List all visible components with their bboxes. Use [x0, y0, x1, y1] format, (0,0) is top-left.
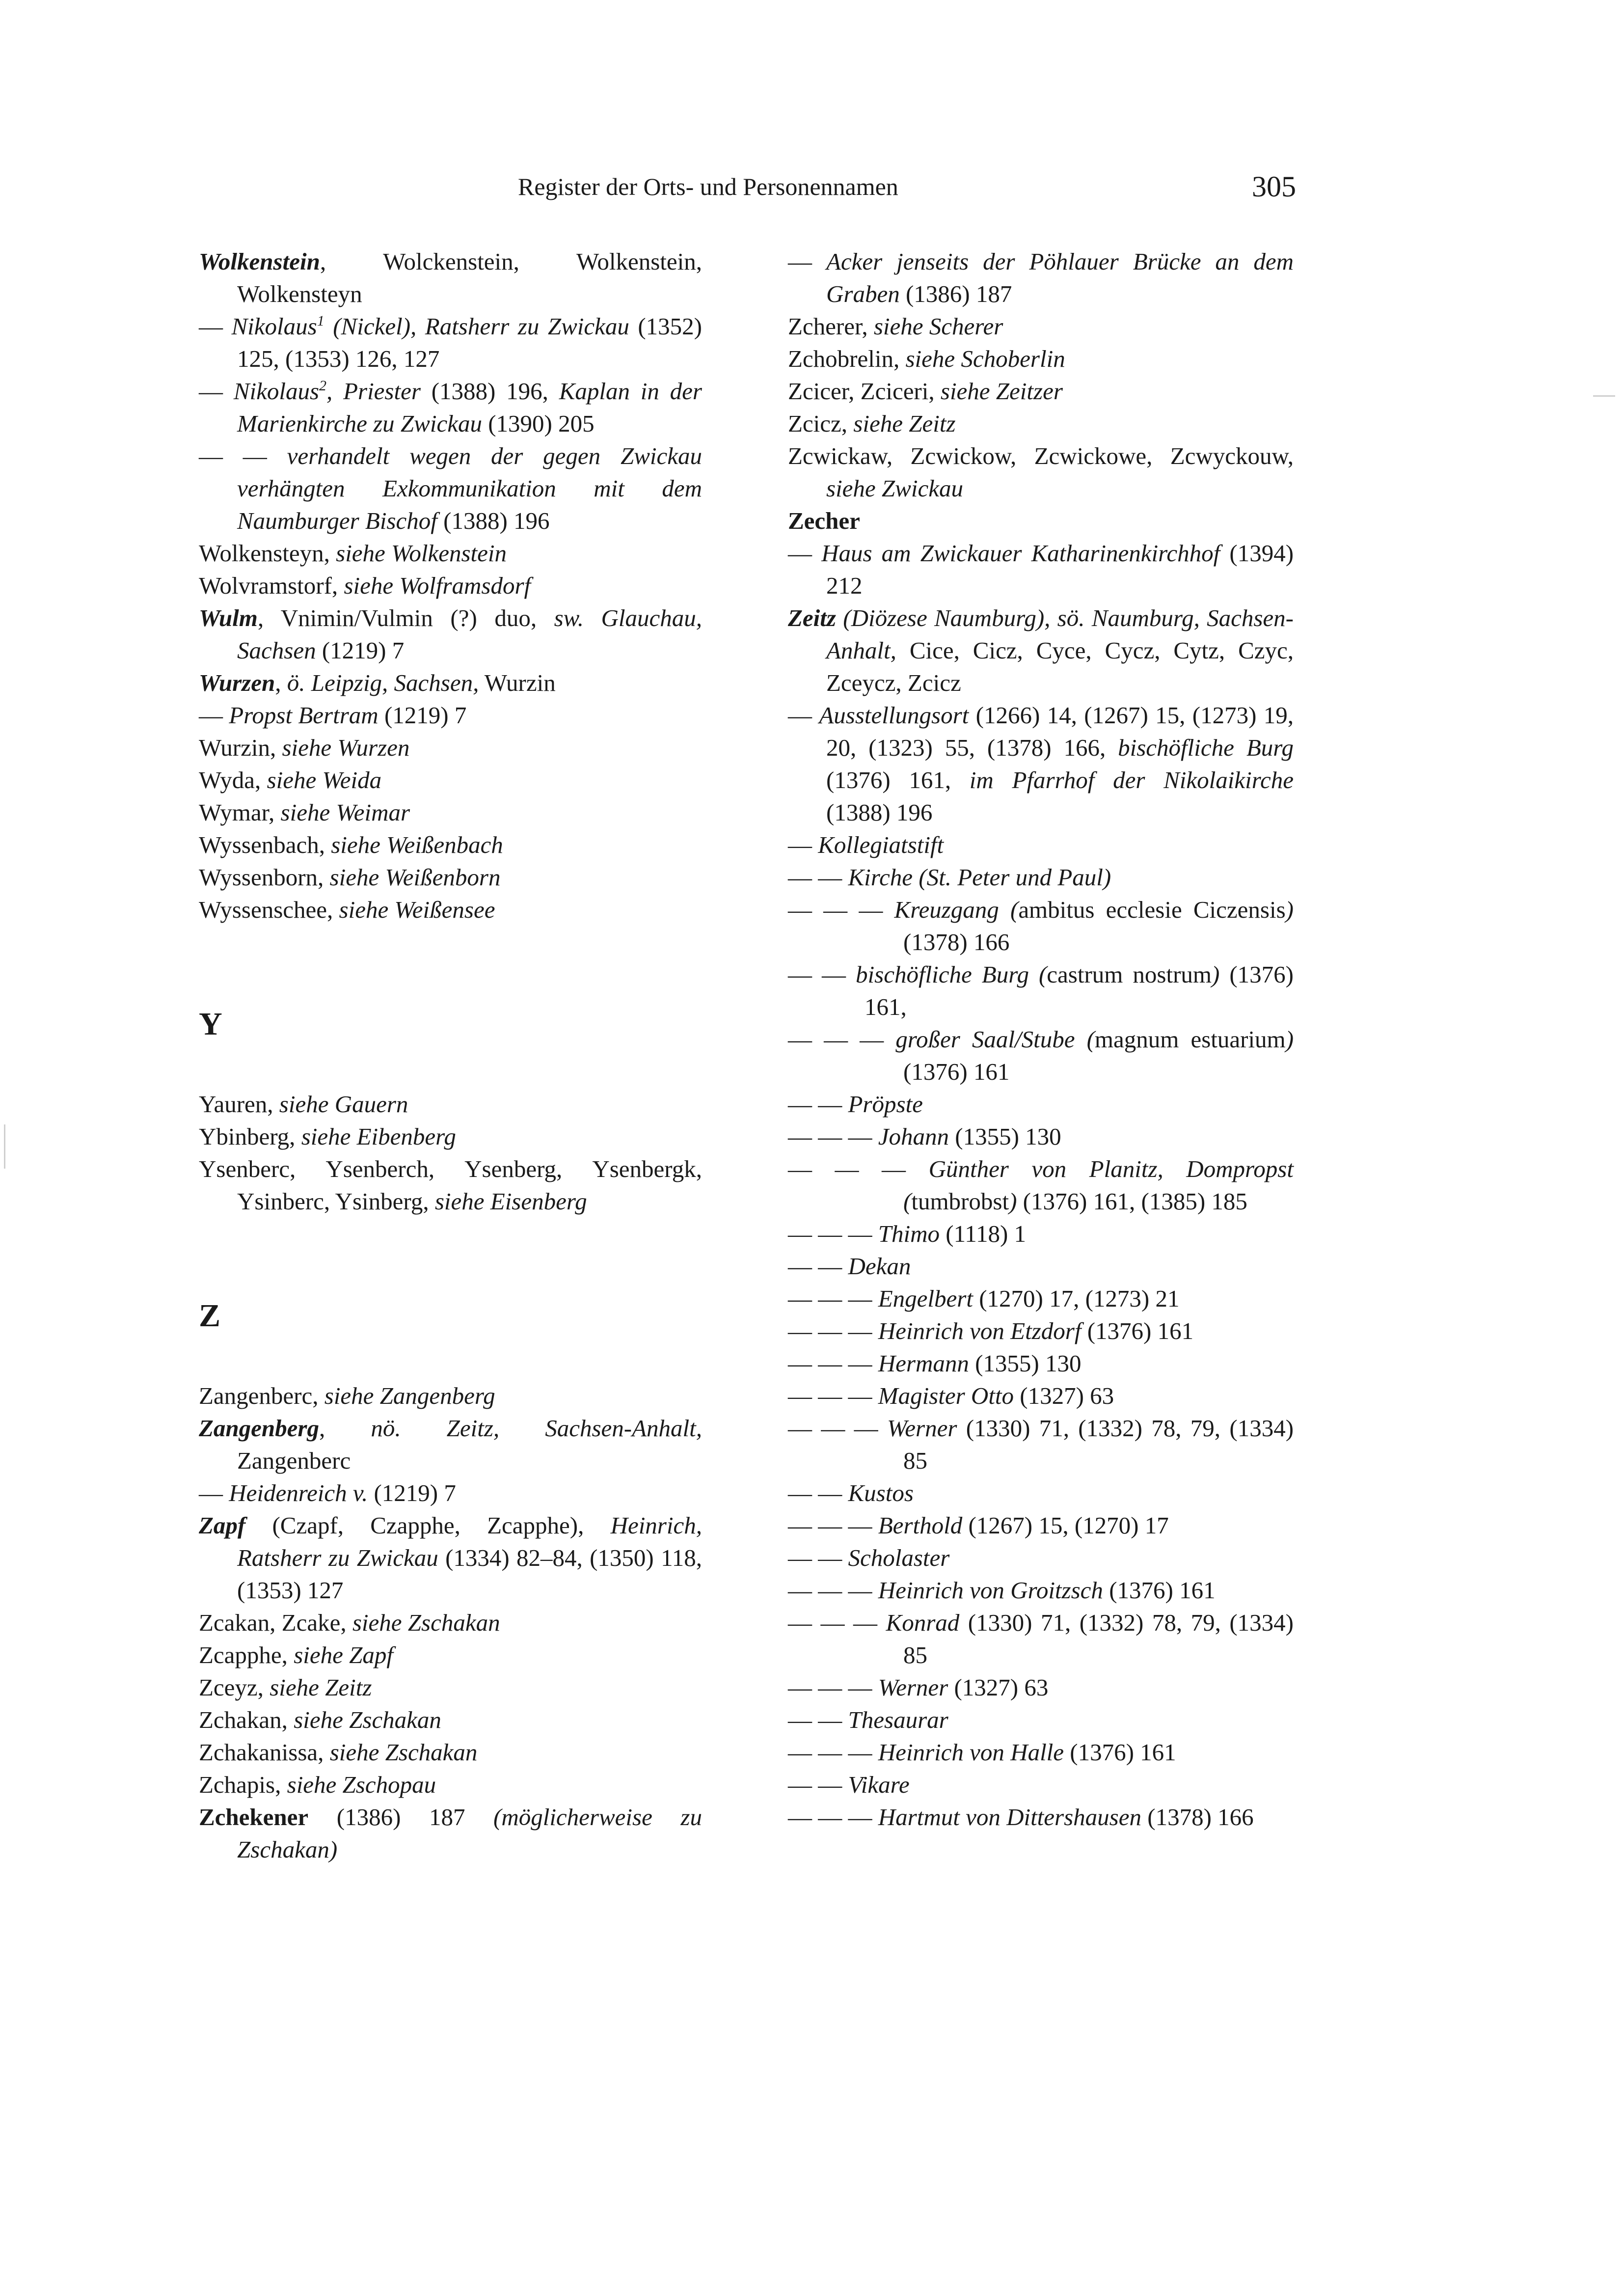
index-entry: — — Thesaurar [788, 1706, 948, 1733]
section-letter-y: Y [199, 1006, 222, 1042]
index-entry: Wyda, siehe Weida [199, 766, 382, 793]
index-entry: Zcicz, siehe Zeitz [788, 410, 956, 437]
index-entry: Wolkenstein, Wolckenstein, Wolkenstein, Wolkensteyn [199, 248, 702, 307]
index-entry: — Heidenreich v. (1219) 7 [199, 1479, 456, 1506]
index-entry: Wolvramstorf, siehe Wolframsdorf [199, 572, 531, 599]
index-entry: — — — Berthold (1267) 15, (1270) 17 [788, 1512, 1169, 1539]
index-entry: Zcherer, siehe Scherer [788, 313, 1003, 340]
scan-edge-mark [4, 1124, 5, 1169]
index-entry: — Ausstellungsort (1266) 14, (1267) 15, (1273) 19, 20, (1323) 55, (1378) 166, bischöfliche Burg (1376) 161, im Pfarrhof der Nikolaikirche (1388) 196 [788, 702, 1294, 826]
index-entry: Zceyz, siehe Zeitz [199, 1674, 372, 1701]
entries-z-continued [788, 246, 1294, 1833]
index-entry: Zapf (Czapf, Czapphe, Zcapphe), Heinrich, Ratsherr zu Zwickau (1334) 82–84, (1350) 118, (1353) 127 [199, 1512, 702, 1604]
index-entry: Wymar, siehe Weimar [199, 799, 410, 826]
entries-z-section [199, 1380, 702, 1866]
index-entry: — — — Johann (1355) 130 [788, 1123, 1061, 1150]
scan-edge-mark [1593, 395, 1615, 397]
index-entry: — — Kustos [788, 1479, 914, 1506]
index-entry: — — — großer Saal/Stube (magnum estuarium) (1376) 161 [788, 1026, 1294, 1085]
index-entry: — — — Werner (1327) 63 [788, 1674, 1049, 1701]
index-entry: — Haus am Zwickauer Katharinenkirchhof (1394) 212 [788, 540, 1294, 599]
index-entry: — — — Magister Otto (1327) 63 [788, 1382, 1114, 1409]
page-number: 305 [1252, 170, 1296, 203]
index-entry: — — Kirche (St. Peter und Paul) [788, 864, 1111, 891]
index-entry: — Propst Bertram (1219) 7 [199, 702, 467, 729]
index-entry: Zchobrelin, siehe Schoberlin [788, 345, 1065, 372]
running-title: Register der Orts- und Personennamen [518, 173, 898, 200]
index-column-left [199, 246, 702, 1866]
entries-w-section [199, 246, 702, 926]
index-entry: — — — Engelbert (1270) 17, (1273) 21 [788, 1285, 1180, 1312]
index-entry: — — Scholaster [788, 1544, 950, 1571]
index-entry: Zcicer, Zciceri, siehe Zeitzer [788, 378, 1063, 405]
index-entry: Wyssenschee, siehe Weißensee [199, 896, 495, 923]
index-entry: — — Vikare [788, 1771, 910, 1798]
index-entry: Zchakanissa, siehe Zschakan [199, 1739, 478, 1766]
index-entry: — — — Thimo (1118) 1 [788, 1220, 1027, 1247]
index-entry: Zangenberc, siehe Zangenberg [199, 1382, 495, 1409]
index-entry: — — bischöfliche Burg (castrum nostrum) (1376) 161, [788, 961, 1294, 1020]
index-entry: — — verhandelt wegen der gegen Zwickau verhängten Exkommunikation mit dem Naumburger Bischof (1388) 196 [199, 442, 703, 534]
index-entry: — — — Kreuzgang (ambitus ecclesie Ciczensis) (1378) 166 [788, 896, 1294, 956]
index-entry: — Nikolaus$^2$, Priester (1388) 196, Kaplan in der Marienkirche zu Zwickau (1390) 205 [199, 378, 702, 437]
index-entry: Zecher [788, 507, 860, 534]
index-entry: — — — Heinrich von Halle (1376) 161 [788, 1739, 1176, 1766]
index-entry: Wulm, Vnimin/Vulmin (?) duo, sw. Glauchau, Sachsen (1219) 7 [199, 604, 703, 664]
index-entry: Wolkensteyn, siehe Wolkenstein [199, 540, 507, 567]
index-entry: — — — Günther von Planitz, Dompropst (tumbrobst) (1376) 161, (1385) 185 [788, 1155, 1294, 1215]
index-entry: Zcakan, Zcake, siehe Zschakan [199, 1609, 500, 1636]
index-entry: — Nikolaus$^1$ (Nickel), Ratsherr zu Zwickau (1352) 125, (1353) 126, 127 [199, 313, 703, 372]
index-entry: Wurzin, siehe Wurzen [199, 734, 410, 761]
index-entry: — — — Heinrich von Etzdorf (1376) 161 [788, 1317, 1194, 1344]
index-entry: Zchakan, siehe Zschakan [199, 1706, 441, 1733]
index-entry: Ysenberc, Ysenberch, Ysenberg, Ysenbergk, Ysinberc, Ysinberg, siehe Eisenberg [199, 1155, 702, 1215]
index-entry: Wurzen, ö. Leipzig, Sachsen, Wurzin [199, 669, 556, 696]
index-entry: Zeitz (Diözese Naumburg), sö. Naumburg, Sachsen-Anhalt, Cice, Cicz, Cyce, Cycz, Cytz, Czyc, Zceycz, Zcicz [788, 604, 1294, 696]
index-entry: — Kollegiatstift [788, 831, 944, 858]
index-entry: — — Pröpste [788, 1091, 923, 1118]
index-entry: — Acker jenseits der Pöhlauer Brücke an dem Graben (1386) 187 [788, 248, 1294, 307]
index-entry: Zangenberg, nö. Zeitz, Sachsen-Anhalt, Zangenberc [199, 1415, 703, 1474]
index-entry: — — Dekan [788, 1253, 911, 1280]
index-entry: Zchapis, siehe Zschopau [199, 1771, 436, 1798]
entries-y-section [199, 1088, 702, 1218]
index-entry: Wyssenborn, siehe Weißenborn [199, 864, 501, 891]
index-entry: Zcapphe, siehe Zapf [199, 1641, 393, 1668]
index-entry: — — — Heinrich von Groitzsch (1376) 161 [788, 1577, 1216, 1604]
index-entry: — — — Konrad (1330) 71, (1332) 78, 79, (1334) 85 [788, 1609, 1294, 1668]
index-entry: Zchekener (1386) 187 (möglicherweise zu Zschakan) [199, 1804, 702, 1863]
index-entry: — — — Hartmut von Dittershausen (1378) 166 [788, 1804, 1254, 1831]
index-entry: Zcwickaw, Zcwickow, Zcwickowe, Zcwyckouw, siehe Zwickau [788, 442, 1294, 502]
section-letter-z: Z [199, 1298, 221, 1334]
index-entry: — — — Werner (1330) 71, (1332) 78, 79, (1334) 85 [788, 1415, 1294, 1474]
index-entry: — — — Hermann (1355) 130 [788, 1350, 1082, 1377]
index-column-right [788, 246, 1294, 1833]
index-entry: Ybinberg, siehe Eibenberg [199, 1123, 456, 1150]
running-head [196, 167, 1296, 206]
index-entry: Wyssenbach, siehe Weißenbach [199, 831, 503, 858]
index-entry: Yauren, siehe Gauern [199, 1091, 408, 1118]
